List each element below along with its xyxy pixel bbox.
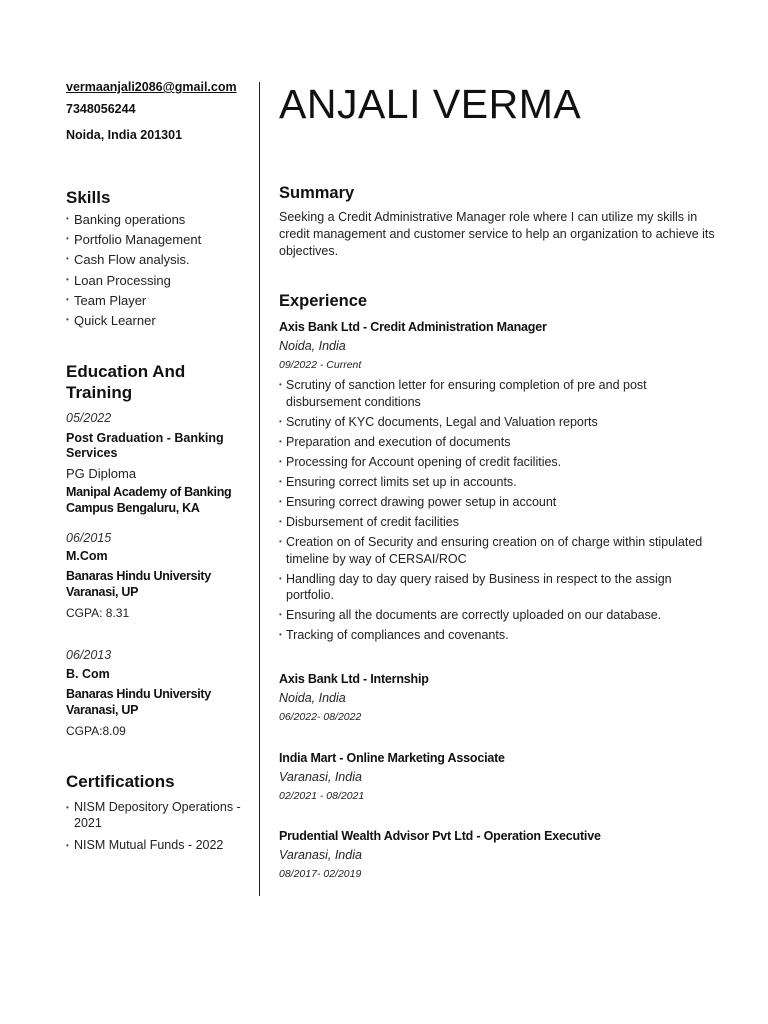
bullet-icon: • — [279, 456, 282, 466]
job-title: India Mart - Online Marketing Associate — [279, 751, 505, 765]
location: Noida, India 201301 — [66, 128, 183, 142]
job-location: Varanasi, India — [279, 770, 362, 784]
candidate-name: ANJALI VERMA — [279, 81, 582, 127]
bullet-icon: • — [66, 214, 69, 223]
job-location: Noida, India — [279, 339, 346, 353]
education-extra: PG Diploma — [66, 466, 137, 481]
education-cgpa: CGPA: 8.31 — [66, 606, 130, 620]
bullet-icon: • — [279, 573, 282, 583]
skill-item: • Loan Processing — [66, 272, 171, 288]
education-heading: Education And Training — [66, 362, 186, 402]
bullet-icon: • — [66, 841, 69, 850]
bullet-icon: • — [279, 496, 282, 506]
skill-item: • Portfolio Management — [66, 232, 202, 248]
summary-text: Seeking a Credit Administrative Manager role where I can utilize my skills in credit management and customer service to help an organization to achieve its objectives. — [279, 210, 715, 258]
bullet-icon: • — [66, 803, 69, 812]
duty-item: • Scrutiny of KYC documents, Legal and Valuation reports — [279, 414, 598, 429]
job-entry — [279, 671, 719, 724]
duty-item: • Tracking of compliances and covenants. — [279, 628, 509, 643]
education-school: Banaras Hindu University Varanasi, UP — [66, 569, 211, 599]
education-date: 06/2015 — [66, 531, 112, 545]
bullet-icon: • — [66, 274, 69, 284]
job-location: Varanasi, India — [279, 848, 362, 862]
skill-item: • Cash Flow analysis. — [66, 252, 190, 268]
skills-list — [66, 210, 256, 331]
bullet-icon: • — [279, 537, 282, 547]
certifications-heading: Certifications — [66, 772, 175, 791]
job-entry — [279, 750, 719, 803]
bullet-icon: • — [279, 630, 282, 640]
experience-heading: Experience — [279, 292, 368, 310]
job-entry — [279, 319, 719, 372]
skills-heading: Skills — [66, 188, 111, 207]
education-entry — [66, 530, 251, 621]
education-degree: B. Com — [66, 667, 110, 681]
job-location: Noida, India — [279, 691, 346, 705]
job-title: Axis Bank Ltd - Internship — [279, 672, 429, 686]
summary-heading: Summary — [279, 184, 355, 202]
job-entry — [279, 828, 719, 881]
duty-item: • Ensuring all the documents are correctly uploaded on our database. — [279, 608, 662, 623]
skill-item: • Banking operations — [66, 212, 186, 227]
bullet-icon: • — [279, 610, 282, 620]
bullet-icon: • — [66, 234, 69, 244]
certification-item: • NISM Mutual Funds - 2022 — [66, 837, 256, 853]
bullet-icon: • — [66, 254, 69, 264]
duty-item: • Ensuring correct limits set up in accounts. — [279, 474, 517, 489]
job-title: Prudential Wealth Advisor Pvt Ltd - Operation Executive — [279, 829, 601, 843]
certification-item: • NISM Depository Operations - 2021 — [66, 800, 241, 830]
job-title: Axis Bank Ltd - Credit Administration Manager — [279, 320, 547, 334]
certifications-list — [66, 799, 256, 859]
duty-item: • Disbursement of credit facilities — [279, 515, 459, 530]
bullet-icon: • — [279, 436, 282, 446]
contact-block — [66, 78, 251, 144]
bullet-icon: • — [66, 294, 69, 304]
education-school: Manipal Academy of Banking Campus Bengaluru, KA — [66, 485, 232, 515]
education-school: Banaras Hindu University Varanasi, UP — [66, 687, 211, 717]
column-divider — [259, 82, 260, 896]
education-cgpa: CGPA:8.09 — [66, 724, 126, 738]
email-link[interactable]: vermaanjali2086@gmail.com — [66, 80, 237, 94]
job-dates: 06/2022- 08/2022 — [279, 711, 362, 723]
bullet-icon: • — [279, 476, 282, 486]
bullet-icon: • — [66, 315, 69, 325]
phone-number: 7348056244 — [66, 102, 136, 116]
skill-item: • Team Player — [66, 292, 147, 308]
duty-item: • Creation on of Security and ensuring creation on of charge within stipulated timeline by way of CERSAI/ROC — [279, 535, 703, 566]
bullet-icon: • — [279, 416, 282, 426]
bullet-icon: • — [279, 380, 282, 389]
duty-item: • Ensuring correct drawing power setup in account — [279, 494, 557, 509]
education-degree: M.Com — [66, 549, 108, 563]
job-dates: 08/2017- 02/2019 — [279, 868, 362, 880]
skill-item: • Quick Learner — [66, 313, 156, 329]
education-entry — [66, 647, 251, 739]
job-dates: 02/2021 - 08/2021 — [279, 790, 365, 802]
education-entry — [66, 410, 251, 516]
duty-item: • Preparation and execution of documents — [279, 434, 511, 449]
education-degree: Post Graduation - Banking Services — [66, 431, 224, 460]
bullet-icon: • — [279, 517, 282, 527]
duty-item: • Handling day to day query raised by Business in respect to the assign portfolio. — [279, 571, 672, 603]
education-date: 05/2022 — [66, 411, 112, 425]
job-duties-list — [279, 377, 719, 648]
duty-item: • Scrutiny of sanction letter for ensuring completion of pre and post disbursement conditions — [279, 378, 647, 409]
duty-item: • Processing for Account opening of credit facilities. — [279, 454, 562, 469]
job-dates: 09/2022 - Current — [279, 359, 362, 371]
education-date: 06/2013 — [66, 648, 112, 662]
